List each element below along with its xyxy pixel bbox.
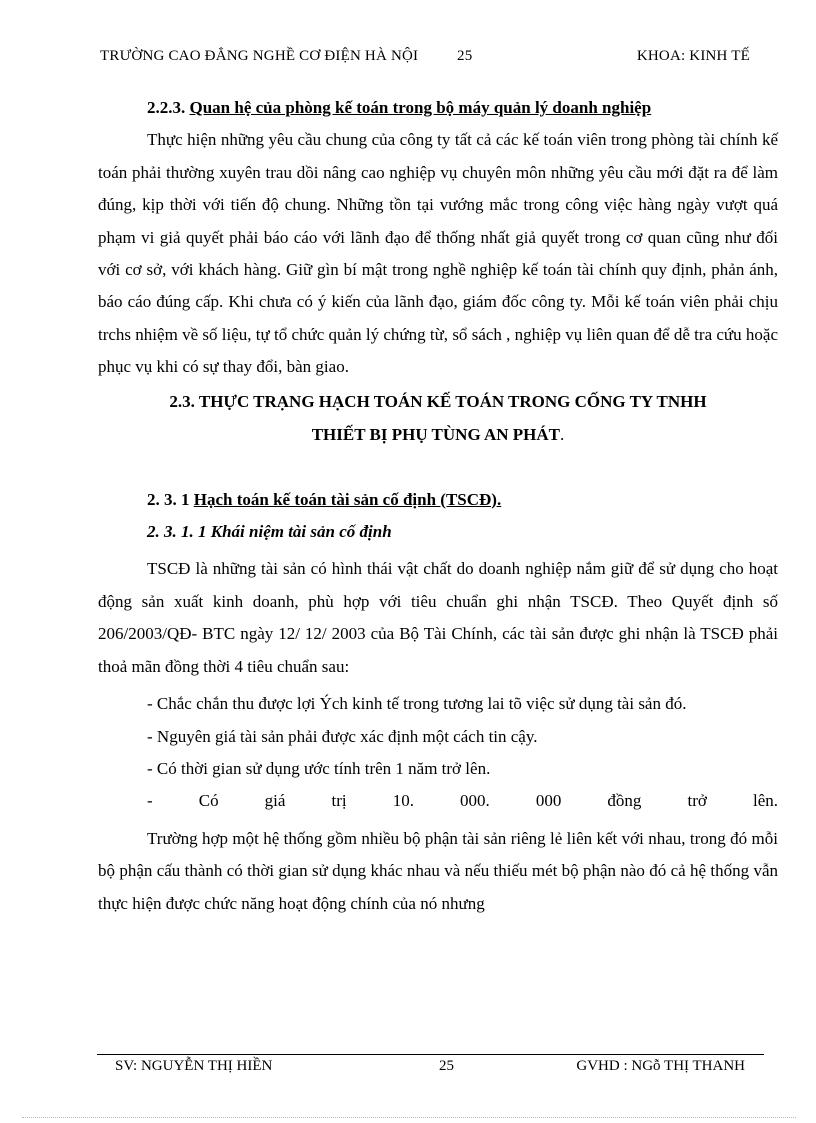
page-body: [98, 92, 778, 920]
criteria-item-2: - Nguyên giá tài sản phải được xác định một cách tin cậy.: [147, 726, 538, 746]
footer-advisor: GVHD : NGỗ THỊ THANH: [576, 1058, 745, 1074]
section-2-2-3-title: Quan hệ của phòng kế toán trong bộ máy quản lý doanh nghiệp: [189, 98, 652, 117]
footer-student: SV: NGUYỄN THỊ HIỀN: [115, 1058, 273, 1074]
section-2-3-1-number: 2. 3. 1: [147, 489, 194, 509]
footer-page-number: 25: [439, 1058, 454, 1074]
section-2-2-3-heading: [98, 92, 778, 124]
footer-divider: [97, 1054, 764, 1055]
section-2-3-1-heading: [98, 484, 778, 516]
section-2-3-1-title: Hạch toán kế toán tài sản cố định (TSCĐ).: [193, 489, 502, 509]
section-2-3-heading-line2-text: THIẾT BỊ PHỤ TÙNG AN PHÁT: [311, 424, 561, 444]
section-2-2-3-paragraph: Thực hiện những yêu cầu chung của công ty tất cả các kế toán viên trong phòng tài chính kế toán phải thường xuyên trau dồi nâng cao nghiệp vụ chuyên môn những yêu cầu mới đặt ra để làm đúng, kịp thời với tiến độ chung. Những tồn tại vướng mắc trong công việc hàng ngày vượt quá phạm vi giả quyết phải báo cáo với lãnh đạo để thống nhất giả quyết trong cơ quan cũng như đối với cơ sở, với khách hàng. Giữ gìn bí mật trong nghề nghiệp kế toán tài chính quy định, phản ánh, báo cáo đúng cấp. Khi chưa có ý kiến của lãnh đạo, giám đốc công ty. Mỗi kế toán viên phải chịu trchs nhiệm về số liệu, tự tổ chức quản lý chứng từ, sổ sách , nghiệp vụ liên quan để dễ tra cứu hoặc phục vụ khi có sự thay đổi, bàn giao.: [98, 130, 778, 377]
page-bottom-dotted-edge: [22, 1117, 796, 1118]
section-2-3-heading-line2: [98, 418, 778, 451]
criteria-item-3: - Có thời gian sử dụng ước tính trên 1 năm trở lên.: [147, 758, 491, 778]
section-2-2-3-number: 2.2.3.: [147, 98, 186, 117]
blank-line: [98, 451, 778, 484]
page-header: [100, 48, 750, 70]
criteria-item-4: - Có giá trị 10. 000. 000 đồng trở lên.: [147, 791, 778, 811]
criteria-item-1: - Chắc chắn thu được lợi Ých kinh tế trong tương lai tõ việc sử dụng tài sản đó.: [147, 694, 687, 714]
header-school: TRƯỜNG CAO ĐẲNG NGHỀ CƠ ĐIỆN HÀ NỘI: [100, 48, 419, 64]
section-2-3-heading-line2-end: .: [560, 424, 565, 444]
tscd-definition-paragraph: TSCĐ là những tài sản có hình thái vật chất do doanh nghiệp nắm giữ để sử dụng cho hoạt động sản xuất kinh doanh, phù hợp với tiêu chuẩn ghi nhận TSCĐ. Theo Quyết định số 206/2003/QĐ- BTC ngày 12/ 12/ 2003 của Bộ Tài Chính, các tài sản được ghi nhận là TSCĐ phải thoả mãn đồng thời 4 tiêu chuẩn sau:: [98, 559, 778, 676]
section-2-3-heading-line1: 2.3. THỰC TRẠNG HẠCH TOÁN KẾ TOÁN TRONG CỐNG TY TNHH: [169, 391, 707, 411]
page-footer: [115, 1058, 745, 1080]
system-components-paragraph: Trường hợp một hệ thống gồm nhiều bộ phận tài sản riêng lẻ liên kết với nhau, trong đó mỗi bộ phận cấu thành có thời gian sử dụng khác nhau và nếu thiếu mét bộ phận nào đó cả hệ thống vẫn thực hiện được chức năng hoạt động chính của nó nhưng: [98, 828, 778, 913]
header-department: KHOA: KINH TẾ: [636, 48, 750, 64]
header-page-number: 25: [457, 48, 473, 64]
section-2-3-1-1-heading: 2. 3. 1. 1 Khái niệm tài sản cố định: [147, 522, 392, 542]
